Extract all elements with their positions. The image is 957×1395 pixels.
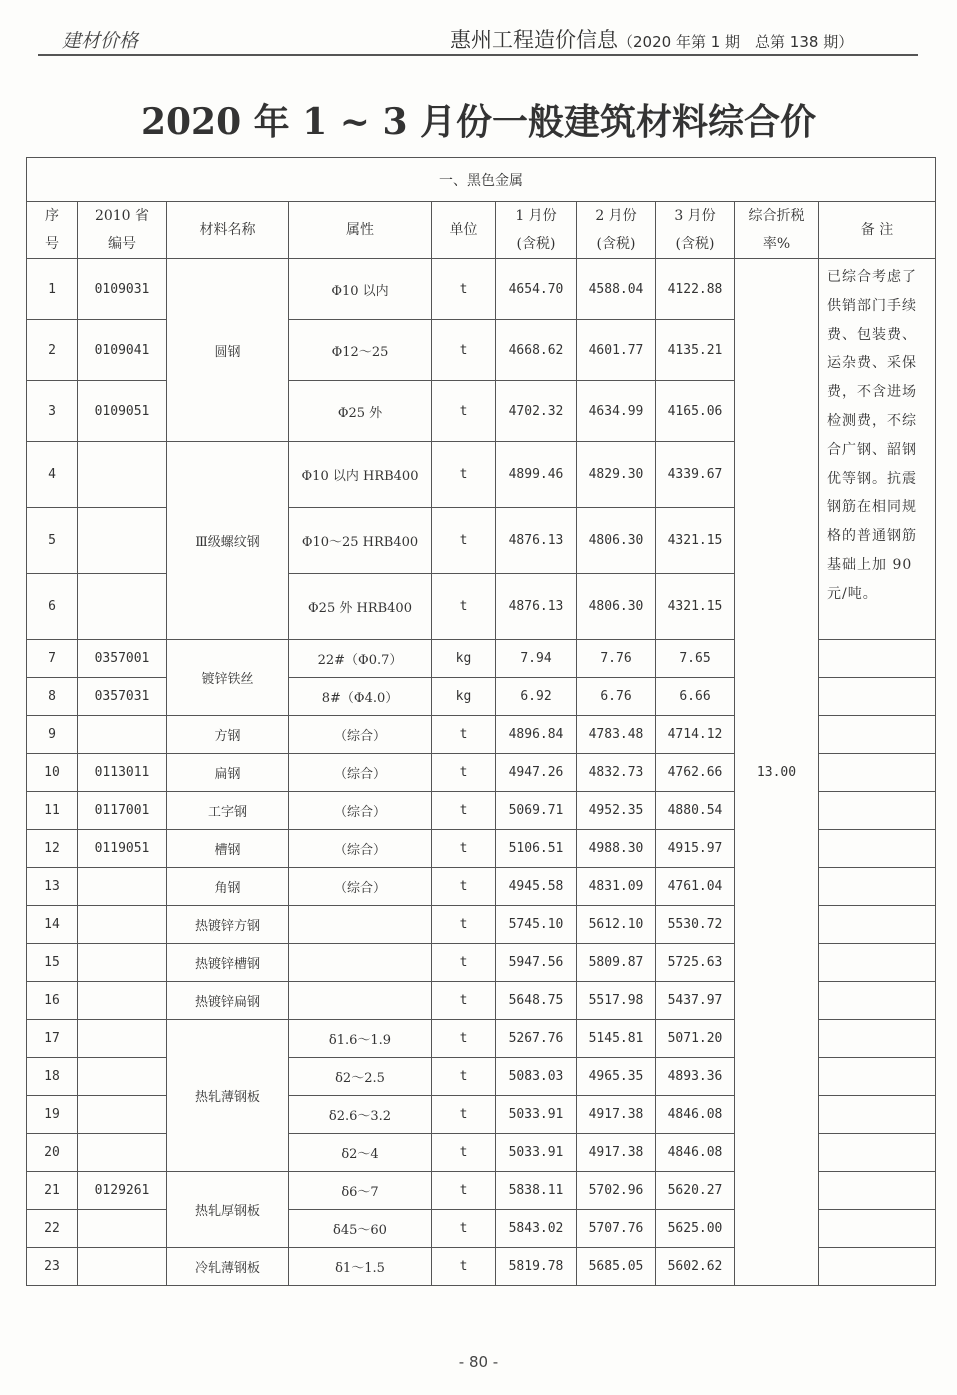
price-feb-cell: 4588.04 (577, 259, 656, 320)
code-cell: 0113011 (78, 754, 167, 792)
unit-cell: t (432, 754, 496, 792)
publication-title: 惠州工程造价信息 (450, 28, 618, 52)
code-cell (78, 1058, 167, 1096)
price-jan-cell: 7.94 (496, 640, 577, 678)
unit-cell: t (432, 1210, 496, 1248)
seq-cell: 8 (27, 678, 78, 716)
price-feb-cell: 4806.30 (577, 574, 656, 640)
price-jan-cell: 4896.84 (496, 716, 577, 754)
price-jan-cell: 5947.56 (496, 944, 577, 982)
price-mar-cell: 5530.72 (656, 906, 735, 944)
price-jan-cell: 4876.13 (496, 508, 577, 574)
code-cell (78, 1134, 167, 1172)
code-cell: 0357031 (78, 678, 167, 716)
price-feb-cell: 4917.38 (577, 1096, 656, 1134)
price-jan-cell: 4947.26 (496, 754, 577, 792)
seq-cell: 1 (27, 259, 78, 320)
material-name-cell: 圆钢 (167, 259, 289, 442)
material-name-cell: 方钢 (167, 716, 289, 754)
col-seq-header: 序 号 (27, 202, 78, 259)
code-cell (78, 574, 167, 640)
price-jan-cell: 5819.78 (496, 1248, 577, 1286)
attribute-cell: （综合） (289, 868, 432, 906)
price-jan-cell: 5083.03 (496, 1058, 577, 1096)
price-table (26, 157, 936, 1286)
remarks-empty-cell (819, 982, 936, 1020)
seq-cell: 22 (27, 1210, 78, 1248)
seq-cell: 23 (27, 1248, 78, 1286)
code-cell: 0129261 (78, 1172, 167, 1210)
price-feb-cell: 7.76 (577, 640, 656, 678)
attribute-cell: δ1～1.5 (289, 1248, 432, 1286)
price-feb-cell: 4831.09 (577, 868, 656, 906)
unit-cell: t (432, 1172, 496, 1210)
price-mar-cell: 5437.97 (656, 982, 735, 1020)
remarks-empty-cell (819, 792, 936, 830)
price-mar-cell: 4165.06 (656, 381, 735, 442)
attribute-cell: δ6～7 (289, 1172, 432, 1210)
price-mar-cell: 5725.63 (656, 944, 735, 982)
attribute-cell: δ2～4 (289, 1134, 432, 1172)
price-jan-cell: 5033.91 (496, 1096, 577, 1134)
price-mar-cell: 4893.36 (656, 1058, 735, 1096)
price-jan-cell: 4899.46 (496, 442, 577, 508)
seq-cell: 11 (27, 792, 78, 830)
price-feb-cell: 4634.99 (577, 381, 656, 442)
material-name-cell: 热镀锌槽钢 (167, 944, 289, 982)
price-feb-cell: 4917.38 (577, 1134, 656, 1172)
remarks-cell: 已综合考虑了供销部门手续费、包装费、运杂费、采保费，不含进场检测费，不综合广钢、韶钢优等钢。抗震钢筋在相同规格的普通钢筋基础上加 90 元/吨。 (819, 259, 936, 640)
unit-cell: t (432, 574, 496, 640)
header-divider (38, 54, 918, 56)
attribute-cell (289, 906, 432, 944)
attribute-cell: Φ25 外 HRB400 (289, 574, 432, 640)
seq-cell: 14 (27, 906, 78, 944)
unit-cell: t (432, 320, 496, 381)
price-jan-cell: 4876.13 (496, 574, 577, 640)
attribute-cell (289, 982, 432, 1020)
col-remark-header: 备 注 (819, 202, 936, 259)
price-jan-cell: 5267.76 (496, 1020, 577, 1058)
attribute-cell: Φ10～25 HRB400 (289, 508, 432, 574)
page-number: - 80 - (458, 1353, 499, 1371)
price-mar-cell: 4339.67 (656, 442, 735, 508)
remarks-empty-cell (819, 868, 936, 906)
section-title: 一、黑色金属 (27, 158, 936, 202)
unit-cell: t (432, 906, 496, 944)
seq-cell: 3 (27, 381, 78, 442)
attribute-cell: δ2～2.5 (289, 1058, 432, 1096)
code-cell (78, 442, 167, 508)
attribute-cell: Φ10 以内 HRB400 (289, 442, 432, 508)
material-name-cell: 热轧厚钢板 (167, 1172, 289, 1248)
attribute-cell: Φ25 外 (289, 381, 432, 442)
attribute-cell: （综合） (289, 792, 432, 830)
unit-cell: t (432, 1058, 496, 1096)
attribute-cell: 8#（Φ4.0） (289, 678, 432, 716)
unit-cell: t (432, 944, 496, 982)
unit-cell: kg (432, 640, 496, 678)
seq-cell: 7 (27, 640, 78, 678)
seq-cell: 4 (27, 442, 78, 508)
price-jan-cell: 4945.58 (496, 868, 577, 906)
seq-cell: 2 (27, 320, 78, 381)
code-cell (78, 906, 167, 944)
price-mar-cell: 6.66 (656, 678, 735, 716)
code-cell: 0357001 (78, 640, 167, 678)
price-feb-cell: 6.76 (577, 678, 656, 716)
remarks-empty-cell (819, 754, 936, 792)
remarks-empty-cell (819, 1020, 936, 1058)
attribute-cell: δ45～60 (289, 1210, 432, 1248)
code-cell: 0109051 (78, 381, 167, 442)
col-tax-header: 综合折税 率% (735, 202, 819, 259)
col-jan-header: 1 月份 (含税) (496, 202, 577, 259)
material-name-cell: 槽钢 (167, 830, 289, 868)
remarks-empty-cell (819, 830, 936, 868)
remarks-empty-cell (819, 1096, 936, 1134)
page-title: 2020 年 1 ~ 3 月份一般建筑材料综合价 (140, 101, 817, 143)
material-name-cell: 热轧薄钢板 (167, 1020, 289, 1172)
code-cell: 0117001 (78, 792, 167, 830)
remarks-empty-cell (819, 944, 936, 982)
code-cell (78, 1210, 167, 1248)
price-feb-cell: 4783.48 (577, 716, 656, 754)
unit-cell: kg (432, 678, 496, 716)
price-mar-cell: 4321.15 (656, 574, 735, 640)
seq-cell: 5 (27, 508, 78, 574)
price-mar-cell: 4714.12 (656, 716, 735, 754)
unit-cell: t (432, 982, 496, 1020)
price-feb-cell: 4965.35 (577, 1058, 656, 1096)
unit-cell: t (432, 381, 496, 442)
publication-header (450, 24, 853, 54)
code-cell (78, 1096, 167, 1134)
seq-cell: 6 (27, 574, 78, 640)
price-jan-cell: 4668.62 (496, 320, 577, 381)
unit-cell: t (432, 508, 496, 574)
table-row (27, 259, 936, 320)
price-jan-cell: 5838.11 (496, 1172, 577, 1210)
code-cell (78, 508, 167, 574)
unit-cell: t (432, 868, 496, 906)
price-mar-cell: 4915.97 (656, 830, 735, 868)
price-mar-cell: 5602.62 (656, 1248, 735, 1286)
issue-info: （2020 年第 1 期 总第 138 期） (618, 33, 854, 51)
unit-cell: t (432, 830, 496, 868)
price-feb-cell: 5517.98 (577, 982, 656, 1020)
price-feb-cell: 5707.76 (577, 1210, 656, 1248)
unit-cell: t (432, 1134, 496, 1172)
remarks-empty-cell (819, 716, 936, 754)
remarks-empty-cell (819, 1248, 936, 1286)
price-mar-cell: 7.65 (656, 640, 735, 678)
attribute-cell: Φ12～25 (289, 320, 432, 381)
price-mar-cell: 4761.04 (656, 868, 735, 906)
code-cell: 0109031 (78, 259, 167, 320)
unit-cell: t (432, 442, 496, 508)
col-name-header: 材料名称 (167, 202, 289, 259)
section-label: 建材价格 (62, 30, 139, 52)
price-feb-cell: 4601.77 (577, 320, 656, 381)
tax-rate-cell: 13.00 (735, 259, 819, 1286)
remarks-empty-cell (819, 1172, 936, 1210)
price-feb-cell: 4988.30 (577, 830, 656, 868)
code-cell (78, 868, 167, 906)
code-cell (78, 944, 167, 982)
code-cell (78, 1248, 167, 1286)
seq-cell: 17 (27, 1020, 78, 1058)
price-feb-cell: 5702.96 (577, 1172, 656, 1210)
price-jan-cell: 5106.51 (496, 830, 577, 868)
price-mar-cell: 4880.54 (656, 792, 735, 830)
attribute-cell: δ2.6～3.2 (289, 1096, 432, 1134)
attribute-cell: 22#（Φ0.7） (289, 640, 432, 678)
price-feb-cell: 4832.73 (577, 754, 656, 792)
seq-cell: 15 (27, 944, 78, 982)
col-feb-header: 2 月份 (含税) (577, 202, 656, 259)
material-name-cell: 工字钢 (167, 792, 289, 830)
col-mar-header: 3 月份 (含税) (656, 202, 735, 259)
material-name-cell: 镀锌铁丝 (167, 640, 289, 716)
price-mar-cell: 4846.08 (656, 1134, 735, 1172)
seq-cell: 18 (27, 1058, 78, 1096)
code-cell (78, 982, 167, 1020)
col-unit-header: 单位 (432, 202, 496, 259)
price-jan-cell: 4702.32 (496, 381, 577, 442)
seq-cell: 16 (27, 982, 78, 1020)
material-name-cell: 热镀锌扁钢 (167, 982, 289, 1020)
code-cell: 0109041 (78, 320, 167, 381)
price-mar-cell: 4846.08 (656, 1096, 735, 1134)
price-feb-cell: 4806.30 (577, 508, 656, 574)
price-feb-cell: 4952.35 (577, 792, 656, 830)
code-cell: 0119051 (78, 830, 167, 868)
price-mar-cell: 4762.66 (656, 754, 735, 792)
material-name-cell: Ⅲ级螺纹钢 (167, 442, 289, 640)
material-name-cell: 扁钢 (167, 754, 289, 792)
attribute-cell (289, 944, 432, 982)
price-jan-cell: 5843.02 (496, 1210, 577, 1248)
price-mar-cell: 4122.88 (656, 259, 735, 320)
section-row (27, 158, 936, 202)
unit-cell: t (432, 1020, 496, 1058)
attribute-cell: （综合） (289, 754, 432, 792)
unit-cell: t (432, 1096, 496, 1134)
remarks-empty-cell (819, 1210, 936, 1248)
attribute-cell: （综合） (289, 716, 432, 754)
seq-cell: 21 (27, 1172, 78, 1210)
unit-cell: t (432, 259, 496, 320)
price-mar-cell: 4135.21 (656, 320, 735, 381)
seq-cell: 13 (27, 868, 78, 906)
code-cell (78, 1020, 167, 1058)
price-mar-cell: 5625.00 (656, 1210, 735, 1248)
price-jan-cell: 5648.75 (496, 982, 577, 1020)
price-jan-cell: 6.92 (496, 678, 577, 716)
attribute-cell: （综合） (289, 830, 432, 868)
material-name-cell: 角钢 (167, 868, 289, 906)
remarks-empty-cell (819, 906, 936, 944)
attribute-cell: Φ10 以内 (289, 259, 432, 320)
unit-cell: t (432, 716, 496, 754)
material-name-cell: 热镀锌方钢 (167, 906, 289, 944)
unit-cell: t (432, 792, 496, 830)
price-feb-cell: 5809.87 (577, 944, 656, 982)
price-mar-cell: 5071.20 (656, 1020, 735, 1058)
price-jan-cell: 5745.10 (496, 906, 577, 944)
price-jan-cell: 4654.70 (496, 259, 577, 320)
col-code-header: 2010 省 编号 (78, 202, 167, 259)
price-mar-cell: 5620.27 (656, 1172, 735, 1210)
price-jan-cell: 5069.71 (496, 792, 577, 830)
code-cell (78, 716, 167, 754)
remarks-empty-cell (819, 1134, 936, 1172)
unit-cell: t (432, 1248, 496, 1286)
col-attr-header: 属性 (289, 202, 432, 259)
remarks-empty-cell (819, 1058, 936, 1096)
price-feb-cell: 4829.30 (577, 442, 656, 508)
material-name-cell: 冷轧薄钢板 (167, 1248, 289, 1286)
price-feb-cell: 5145.81 (577, 1020, 656, 1058)
seq-cell: 9 (27, 716, 78, 754)
price-jan-cell: 5033.91 (496, 1134, 577, 1172)
seq-cell: 19 (27, 1096, 78, 1134)
price-mar-cell: 4321.15 (656, 508, 735, 574)
header-row (27, 202, 936, 259)
price-feb-cell: 5685.05 (577, 1248, 656, 1286)
price-feb-cell: 5612.10 (577, 906, 656, 944)
seq-cell: 20 (27, 1134, 78, 1172)
attribute-cell: δ1.6～1.9 (289, 1020, 432, 1058)
seq-cell: 12 (27, 830, 78, 868)
remarks-empty-cell (819, 640, 936, 678)
remarks-empty-cell (819, 678, 936, 716)
seq-cell: 10 (27, 754, 78, 792)
